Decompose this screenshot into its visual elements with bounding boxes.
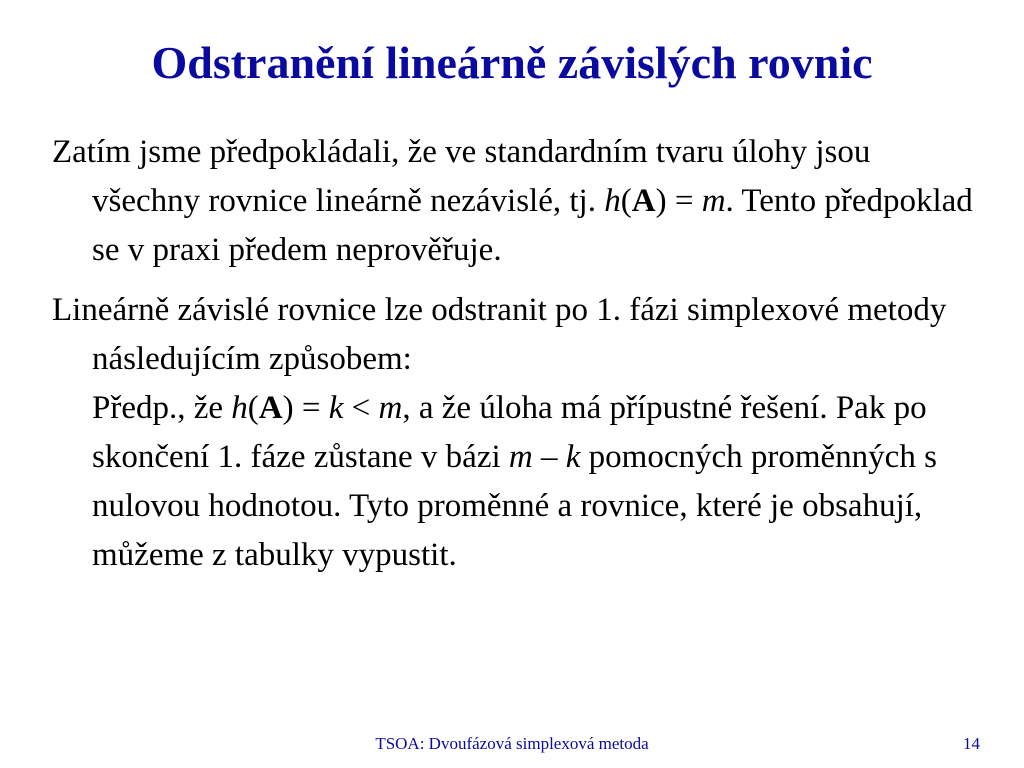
paren-open: ( xyxy=(620,183,632,219)
slide-body xyxy=(52,128,982,580)
matrix-a: A xyxy=(631,183,656,219)
rank-function-h: h xyxy=(231,390,248,426)
equals-sign: = xyxy=(293,390,329,426)
matrix-a: A xyxy=(258,390,283,426)
variable-m: m xyxy=(508,439,533,475)
period: . xyxy=(725,183,734,219)
paragraph-procedure-lead: Předp., že xyxy=(92,390,232,426)
minus-sign: – xyxy=(532,439,566,475)
equals-sign: = xyxy=(666,183,702,219)
variable-k: k xyxy=(328,390,344,426)
page-number: 14 xyxy=(963,734,980,753)
paren-close: ) xyxy=(282,390,294,426)
paragraph-assumption-tail: Tento předpoklad se v praxi předem neprověřuje. xyxy=(92,183,973,268)
paragraph-procedure xyxy=(52,384,982,580)
variable-k: k xyxy=(565,439,581,475)
paren-open: ( xyxy=(247,390,259,426)
slide-title: Odstranění lineárně závislých rovnic xyxy=(151,37,873,88)
paragraph-removal: Lineárně závislé rovnice lze odstranit po 1. fázi simplexové metody následujícím způsobem: xyxy=(52,292,947,377)
paren-close: ) xyxy=(655,183,667,219)
paragraph-procedure-tail: pomocných proměnných s nulovou hodnotou. Tyto proměnné a rovnice, které je obsahují, můžeme z tabulky vypustit. xyxy=(92,439,937,573)
variable-m: m xyxy=(701,183,726,219)
less-than-sign: < xyxy=(343,390,379,426)
rank-function-h: h xyxy=(604,183,621,219)
footer-title: TSOA: Dvoufázová simplexová metoda xyxy=(375,734,649,753)
paragraph-assumption xyxy=(52,128,982,275)
paragraph-assumption-text: Zatím jsme předpokládali, že ve standardním tvaru úlohy jsou všechny rovnice lineárně nezávislé, tj. xyxy=(52,134,871,219)
variable-m: m xyxy=(378,390,403,426)
paragraph-procedure-middle: , a že úloha má přípustné řešení. Pak po skončení 1. fáze zůstane v bázi xyxy=(92,390,927,475)
